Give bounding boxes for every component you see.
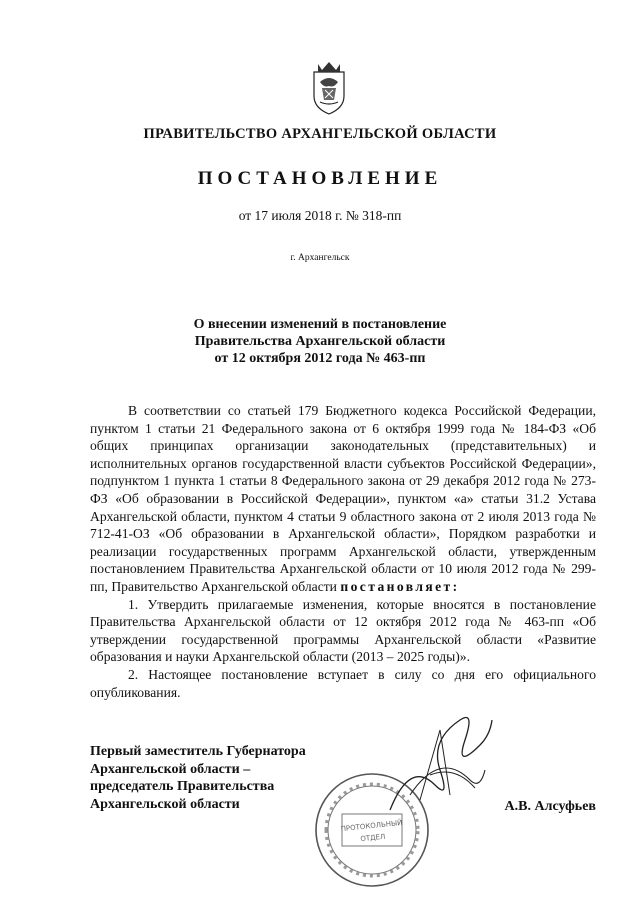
signatory-name: А.В. Алсуфьев [504,799,596,814]
position-line-2: Архангельской области – [90,761,251,777]
organization-name: ПРАВИТЕЛЬСТВО АРХАНГЕЛЬСКОЙ ОБЛАСТИ [143,126,497,142]
title-line-1: О внесении изменений в постановление [193,317,447,332]
position-line-4: Архангельской области [90,796,240,812]
document-type: ПОСТАНОВЛЕНИЕ [197,168,443,189]
decree-colon: : [452,578,460,594]
svg-text:ПРОТОКОЛЬНЫЙ: ПРОТОКОЛЬНЫЙ [340,818,403,834]
signatory-position [90,743,350,813]
position-line-1: Первый заместитель Губернатора [90,744,306,759]
document-city: г. Архангельск [290,253,350,263]
coat-of-arms-icon [308,58,350,116]
position-line-3: председатель Правительства [90,779,275,794]
document-date-number: от 17 июля 2018 г. № 318-пп [238,208,402,223]
title-line-3: от 12 октября 2012 года № 463-пп [214,351,426,366]
document-title [0,316,640,367]
preamble-paragraph [90,402,596,596]
preamble-text: В соответствии со статьей 179 Бюджетного кодекса Российской Федерации, пунктом 1 статьи 21 Федерального закона от 6 октября 1999 года № 184-ФЗ «Об общих принципах организации законодательных (представительных) и исполнительных органов государственной власти субъектов Российской Федерации», подпунктом 1 пункта 1 статьи 8 Федерального закона от 29 декабря 2012 года № 273-ФЗ «Об образовании в Российской Федерации», пунктом «а» статьи 31.2 Устава Архангельской области, пунктом 4 статьи 9 областного закона от 2 июля 2013 года № 712-41-ОЗ «Об образовании в Архангельской области», Порядком разработки и реализации государственных программ Архангельской области, утвержденным постановлением Правительства Архангельской области от 10 июля 2012 года № 299-пп, Правительство Архангельской области [90,403,596,594]
title-line-2: Правительства Архангельской области [194,334,446,349]
decree-word: постановляет [340,578,453,594]
item-2-paragraph: 2. Настоящее постановление вступает в силу со дня его официального опубликования. [90,666,596,700]
svg-text:ОТДЕЛ: ОТДЕЛ [360,832,386,844]
item-1-paragraph: 1. Утвердить прилагаемые изменения, которые вносятся в постановление Правительства Архангельской области от 12 октября 2012 года № 463-пп «Об утверждении государственной программы Архангельской области «Развитие образования и науки Архангельской области (2013 – 2025 годы)». [90,596,596,665]
document-body [90,402,596,701]
